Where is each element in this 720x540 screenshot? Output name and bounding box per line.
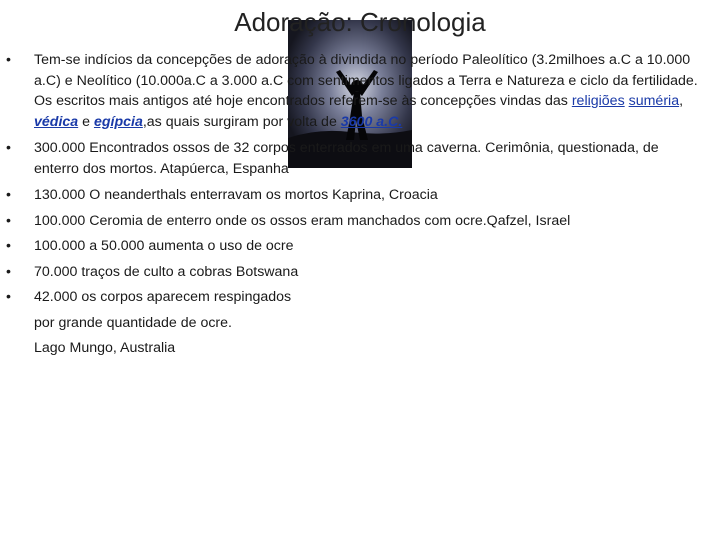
bullet-marker: • bbox=[6, 263, 11, 280]
bullet-marker: • bbox=[6, 289, 11, 305]
continuation-line: por grande quantidade de ocre. bbox=[34, 314, 232, 331]
list-item bbox=[6, 50, 706, 132]
item-text: 100.000 a 50.000 aumenta o uso de ocre bbox=[34, 238, 294, 254]
item-text: 100.000 Ceromia de enterro onde os ossos eram manchados com ocre.Qafzel, Israel bbox=[34, 212, 571, 229]
bullet-marker: • bbox=[6, 212, 11, 229]
list-item bbox=[6, 262, 706, 283]
paragraph-paleolithic: Tem-se indícios da concepções de adoração à divindida no período Paleolítico (3.2milhoes a.C a 10.000 a.C) e Neolítico (10.000a.C a 3.000 a.C com sentimentos ligados a Terra e Natureza e ciclo da fertilidade. Os escritos mais antigos até hoje encontrados referem-se às concepções vindas das religiões suméria, védica e egípcia,as quais surgiram por volta de 3600 a.C. bbox=[34, 52, 698, 130]
page-title: Adoração: Cronologia bbox=[234, 7, 486, 37]
continuation-line: Lago Mungo, Australia bbox=[34, 340, 176, 356]
list-item bbox=[6, 236, 706, 257]
list-item bbox=[6, 138, 706, 179]
bullet-marker: • bbox=[6, 187, 11, 203]
bullet-marker: • bbox=[6, 140, 11, 156]
list-item bbox=[6, 287, 706, 308]
link-sumeria[interactable]: suméria bbox=[628, 93, 680, 109]
content-list bbox=[6, 50, 706, 359]
link-3600-ac[interactable]: 3600 a.C. bbox=[340, 113, 403, 130]
item-text: 130.000 O neanderthals enterravam os mortos Kaprina, Croacia bbox=[34, 187, 438, 203]
bullet-marker: • bbox=[6, 52, 11, 68]
link-egipcia[interactable]: egípcia bbox=[93, 113, 143, 130]
list-item bbox=[6, 185, 706, 206]
item-text: 70.000 traços de culto a cobras Botswana bbox=[34, 263, 299, 280]
list-item bbox=[6, 211, 706, 232]
item-text: 42.000 os corpos aparecem respingados bbox=[34, 289, 292, 305]
item-text: 300.000 Encontrados ossos de 32 corpos enterrados em uma caverna. Cerimônia, questionada, de enterro dos mortos. Atapúerca, Espanha bbox=[34, 140, 659, 177]
link-vedica[interactable]: védica bbox=[34, 113, 79, 130]
bullet-marker: • bbox=[6, 238, 11, 254]
link-religioes[interactable]: religiões bbox=[571, 93, 625, 109]
